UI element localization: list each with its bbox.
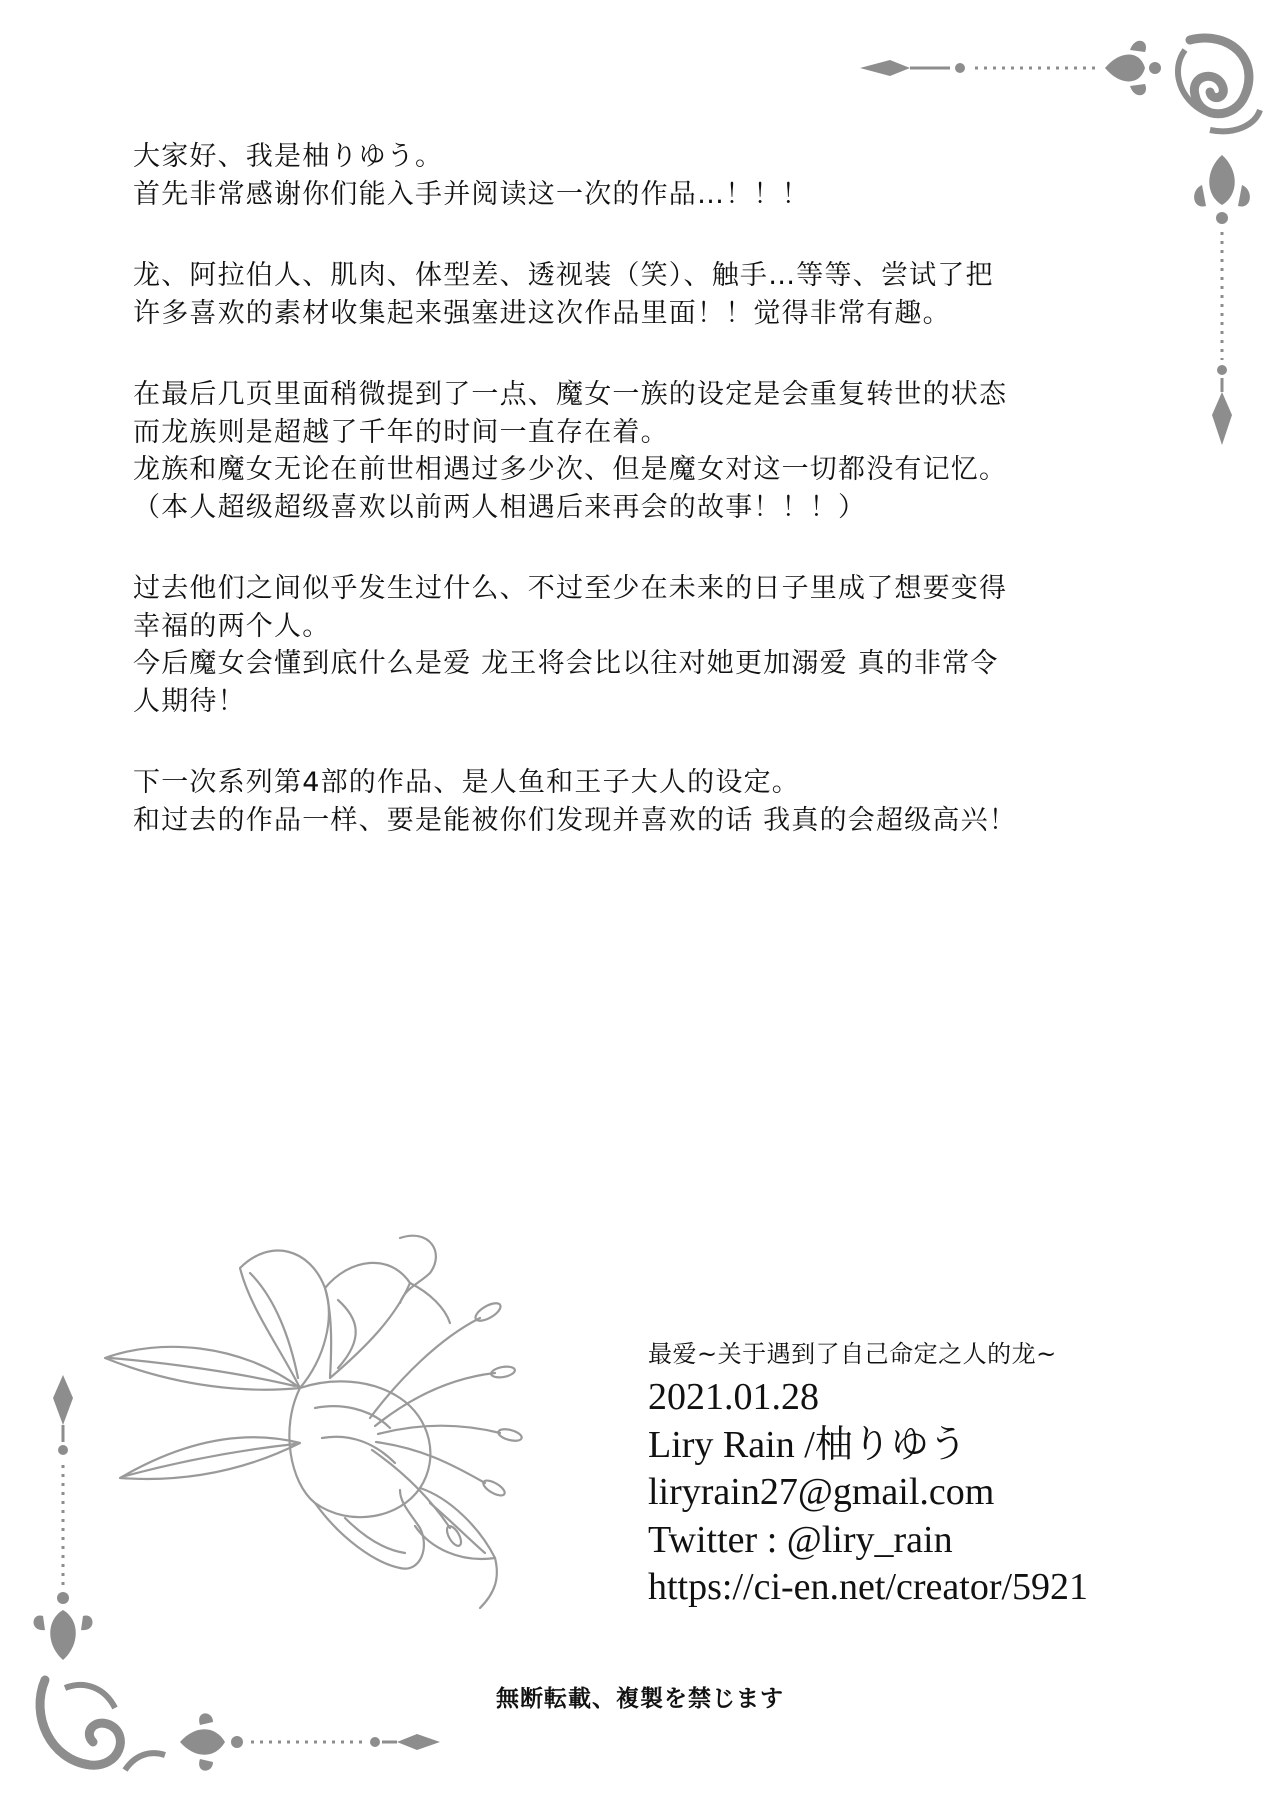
book-title: 最爱~关于遇到了自己命定之人的龙~ xyxy=(648,1340,1057,1368)
text-line: 人期待！ xyxy=(133,685,246,717)
paragraph-setting xyxy=(133,376,1133,526)
text-line: （本人超级超级喜欢以前两人相遇后来再会的故事！！！） xyxy=(133,491,867,523)
author-name: Liry Rain /柚りゆう xyxy=(648,1423,967,1466)
publish-date: 2021.01.28 xyxy=(648,1376,819,1418)
paragraph-next-work xyxy=(133,764,1133,839)
author-url: https://ci-en.net/creator/5921 xyxy=(648,1566,1089,1608)
lily-illustration xyxy=(100,1228,600,1628)
paragraph-greeting xyxy=(133,138,1133,213)
paragraph-future xyxy=(133,570,1133,720)
text-line: 首先非常感谢你们能入手并阅读这一次的作品…！！！ xyxy=(133,178,810,210)
text-line: 在最后几页里面稍微提到了一点、魔女一族的设定是会重复转世的状态 xyxy=(133,379,1008,410)
text-line: 幸福的两个人。 xyxy=(133,610,331,642)
text-line: 而龙族则是超越了千年的时间一直存在着。 xyxy=(133,416,669,448)
colophon xyxy=(648,1334,1208,1612)
author-twitter: Twitter : @liry_rain xyxy=(648,1518,953,1561)
text-line: 龙族和魔女无论在前世相遇过多少次、但是魔女对这一切都没有记忆。 xyxy=(133,454,1008,485)
author-email: liryrain27@gmail.com xyxy=(648,1471,995,1513)
text-line: 许多喜欢的素材收集起来强塞进这次作品里面！！觉得非常有趣。 xyxy=(133,297,951,329)
paragraph-materials xyxy=(133,257,1133,332)
text-line: 今后魔女会懂到底什么是爱 龙王将会比以往对她更加溺爱 真的非常令 xyxy=(133,648,999,679)
text-line: 大家好、我是柚りゆう。 xyxy=(133,141,444,172)
afterword-text xyxy=(133,138,1133,883)
text-line: 下一次系列第4部的作品、是人鱼和王子大人的设定。 xyxy=(133,767,800,798)
text-line: 过去他们之间似乎发生过什么、不过至少在未来的日子里成了想要变得 xyxy=(133,573,1008,604)
text-line: 和过去的作品一样、要是能被你们发现并喜欢的话 我真的会超级高兴！ xyxy=(133,804,1017,836)
text-line: 龙、阿拉伯人、肌肉、体型差、透视装（笑）、触手…等等、尝试了把 xyxy=(133,260,994,291)
copyright-notice: 無断転載、複製を禁じます xyxy=(496,1686,784,1712)
